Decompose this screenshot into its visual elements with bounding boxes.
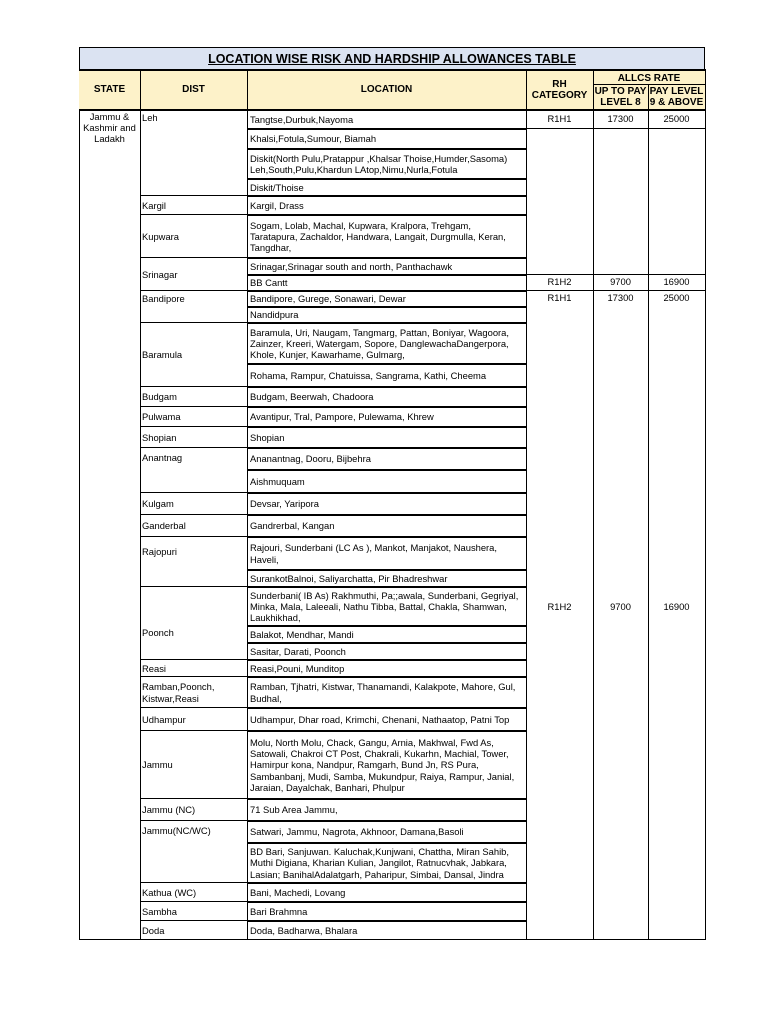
rate-level-9-above: 25000 xyxy=(663,113,690,124)
district-cell: Kathua (WC) xyxy=(142,886,197,898)
header-allcs-rate: ALLCS RATE xyxy=(617,73,681,84)
location-cell: Avantipur, Tral, Pampore, Pulewama, Khrew xyxy=(250,411,434,423)
header-level-9-above: PAY LEVEL 9 & ABOVE xyxy=(649,86,704,108)
location-cell: Srinagar,Srinagar south and north, Panthachawk xyxy=(250,260,453,272)
district-row-rule xyxy=(140,586,247,587)
rate-rule-2 xyxy=(526,274,705,275)
location-cell: Ananantnag, Dooru, Bijbehra xyxy=(250,453,371,465)
table-title: LOCATION WISE RISK AND HARDSHIP ALLOWANCES TABLE xyxy=(208,52,576,66)
location-cell: SurankotBalnoi, Saliyarchatta, Pir Bhadreshwar xyxy=(250,572,448,584)
rate-up-to-level-8: 17300 xyxy=(607,113,634,124)
location-row-rule xyxy=(247,820,526,822)
district-row-rule xyxy=(140,676,247,677)
location-cell: Diskit(North Pulu,Pratappur ,Khalsar Thoise,Humder,Sasoma) Leh,South,Pulu,Khardun LAtop,Nimu,Nurla,Fotula xyxy=(250,152,508,175)
district-cell: Poonch xyxy=(142,627,174,638)
district-row-rule xyxy=(140,659,247,660)
location-row-rule xyxy=(247,306,526,308)
rate-level-9-above: 25000 xyxy=(663,292,690,303)
location-row-rule xyxy=(247,642,526,644)
district-row-rule xyxy=(140,492,247,493)
location-row-rule xyxy=(247,707,526,709)
location-cell: Rohama, Rampur, Chatuissa, Sangrama, Kathi, Cheema xyxy=(250,369,487,381)
district-cell: Ramban,Poonch, Kistwar,Reasi xyxy=(142,681,215,704)
location-cell: Bari Brahmna xyxy=(250,905,308,917)
district-cell: Baramula xyxy=(142,349,183,361)
location-row-rule xyxy=(247,406,526,408)
district-row-rule xyxy=(140,901,247,902)
district-cell: Reasi xyxy=(142,662,166,674)
location-cell: Udhampur, Dhar road, Krimchi, Chenani, Nathaatop, Patni Top xyxy=(250,713,510,725)
district-row-rule xyxy=(140,514,247,515)
location-cell: Ramban, Tjhatri, Kistwar, Thanamandi, Kalakpote, Mahore, Gul, Budhal, xyxy=(250,681,516,704)
district-cell: Kargil xyxy=(142,199,166,211)
location-cell: Satwari, Jammu, Nagrota, Akhnoor, Damana,Basoli xyxy=(250,826,464,838)
district-cell: Jammu (NC) xyxy=(142,804,196,816)
district-cell: Udhampur xyxy=(142,713,186,725)
header-rule-bottom xyxy=(79,109,706,111)
district-row-rule xyxy=(140,386,247,387)
location-cell: Reasi,Pouni, Munditop xyxy=(250,662,345,674)
location-row-rule xyxy=(247,492,526,494)
header-rule-sub xyxy=(593,84,705,85)
location-cell: Sasitar, Darati, Poonch xyxy=(250,645,346,657)
district-cell: Budgam xyxy=(142,391,177,403)
district-cell: Jammu xyxy=(142,759,173,771)
location-cell: Bani, Machedi, Lovang xyxy=(250,886,346,898)
location-row-rule xyxy=(247,257,526,259)
location-row-rule xyxy=(247,386,526,388)
location-cell: BB Cantt xyxy=(250,277,288,289)
location-cell: Khalsi,Fotula,Sumour, Biamah xyxy=(250,133,377,145)
location-cell: Sogam, Lolab, Machal, Kupwara, Kralpora, Trehgam, Taratapura, Zachaldor, Handwara, Langait, Durgmulla, Keran, Tangdhar, xyxy=(250,219,506,254)
location-row-rule xyxy=(247,128,526,130)
district-cell: Leh xyxy=(142,112,158,123)
location-cell: Kargil, Drass xyxy=(250,199,304,211)
location-row-rule xyxy=(247,214,526,216)
district-cell: Pulwama xyxy=(142,411,181,423)
district-cell: Sambha xyxy=(142,905,177,917)
col-rule-dist xyxy=(247,70,248,940)
col-rule-location xyxy=(526,70,527,940)
location-row-rule xyxy=(247,148,526,150)
location-cell: Molu, North Molu, Chack, Gangu, Arnia, Makhwal, Fwd As, Satowali, Chakroi CT Post, Chakrali, Kukarhn, Machial, Tower, Hamirpur kona, Nandpur, Ramgarh, Bund Jn, RS Pura, Sambanbanj, Mudi, Samba, Mukundpur, Raiya, Rampur, Janial, Jaraian, Dayalchak, Banhari, Phulpur xyxy=(250,737,515,793)
location-cell: Shopian xyxy=(250,431,285,443)
location-row-rule xyxy=(247,426,526,428)
location-row-rule xyxy=(247,569,526,571)
location-row-rule xyxy=(247,514,526,516)
rate-level-9-above: 16900 xyxy=(663,276,690,287)
location-row-rule xyxy=(247,322,526,324)
district-row-rule xyxy=(140,798,247,799)
district-row-rule xyxy=(140,406,247,407)
location-cell: BD Bari, Sanjuwan. Kaluchak,Kunjwani, Chattha, Miran Sahib, Muthi Digiana, Kharian Kulian, Jangilot, Ratnucvhak, Jabkara, Lasian; BanihalAdalatgarh, Paharipur, Simbai, Dansal, Jindra xyxy=(250,846,509,880)
district-row-rule xyxy=(140,322,247,323)
header-rh-category: RH CATEGORY xyxy=(531,79,588,101)
header-location: LOCATION xyxy=(360,84,413,95)
district-cell: Kupwara xyxy=(142,230,180,242)
rh-category-value: R1H2 xyxy=(547,276,572,287)
district-row-rule xyxy=(140,426,247,427)
district-row-rule xyxy=(140,257,247,258)
location-cell: Rajouri, Sunderbani (LC As ), Mankot, Manjakot, Naushera, Haveli, xyxy=(250,542,497,565)
district-row-rule xyxy=(140,707,247,708)
district-row-rule xyxy=(140,920,247,921)
location-row-rule xyxy=(247,798,526,800)
district-cell: Shopian xyxy=(142,431,177,443)
location-cell: Diskit/Thoise xyxy=(250,181,304,193)
district-cell: Jammu(NC/WC) xyxy=(142,825,211,836)
district-cell: Ganderbal xyxy=(142,520,186,532)
location-row-rule xyxy=(247,447,526,449)
district-cell: Anantnag xyxy=(142,452,183,463)
district-row-rule xyxy=(140,214,247,215)
location-row-rule xyxy=(247,536,526,538)
location-cell: Gandrerbal, Kangan xyxy=(250,520,335,532)
rate-up-to-level-8: 17300 xyxy=(607,292,634,303)
district-row-rule xyxy=(140,882,247,883)
col-rule-state xyxy=(140,70,141,940)
rate-level-9-above: 16900 xyxy=(663,601,690,612)
location-cell: Tangtse,Durbuk,Nayoma xyxy=(250,113,354,125)
location-row-rule xyxy=(247,676,526,678)
location-row-rule xyxy=(247,730,526,732)
district-cell: Rajopuri xyxy=(142,546,177,557)
rate-rule-1 xyxy=(526,128,705,129)
district-cell: Doda xyxy=(142,924,165,936)
location-cell: Budgam, Beerwah, Chadoora xyxy=(250,391,374,403)
rate-up-to-level-8: 9700 xyxy=(610,601,631,612)
district-cell: Bandipore xyxy=(142,293,185,304)
location-row-rule xyxy=(247,469,526,471)
rh-category-value: R1H1 xyxy=(547,113,572,124)
location-cell: Nandidpura xyxy=(250,309,299,321)
header-state: STATE xyxy=(93,84,126,95)
location-cell: 71 Sub Area Jammu, xyxy=(250,804,338,816)
district-row-rule xyxy=(140,447,247,448)
district-row-rule xyxy=(140,290,247,291)
district-row-rule xyxy=(140,820,247,821)
table-title-bar xyxy=(79,47,705,70)
location-cell: Balakot, Mendhar, Mandi xyxy=(250,628,354,640)
rate-up-to-level-8: 9700 xyxy=(610,276,631,287)
rh-category-value: R1H2 xyxy=(547,601,572,612)
location-cell: Aishmuquam xyxy=(250,475,305,487)
location-row-rule xyxy=(247,290,526,292)
location-row-rule xyxy=(247,363,526,365)
location-cell: Bandipore, Gurege, Sonawari, Dewar xyxy=(250,293,406,305)
location-row-rule xyxy=(247,274,526,276)
location-row-rule xyxy=(247,659,526,661)
header-dist: DIST xyxy=(182,84,205,95)
location-row-rule xyxy=(247,901,526,903)
location-row-rule xyxy=(247,842,526,844)
rate-rule-3 xyxy=(526,290,705,291)
location-cell: Doda, Badharwa, Bhalara xyxy=(250,924,358,936)
header-rule-top xyxy=(79,70,705,71)
state-cell: Jammu & Kashmir and Ladakh xyxy=(83,111,136,145)
col-rule-rh xyxy=(593,70,594,940)
location-cell: Devsar, Yaripora xyxy=(250,498,319,510)
district-row-rule xyxy=(140,536,247,537)
district-cell: Kulgam xyxy=(142,498,174,510)
location-row-rule xyxy=(247,178,526,180)
location-row-rule xyxy=(247,882,526,884)
rh-category-value: R1H1 xyxy=(547,292,572,303)
district-cell: Srinagar xyxy=(142,268,178,280)
district-row-rule xyxy=(140,195,247,196)
location-row-rule xyxy=(247,586,526,588)
location-cell: Baramula, Uri, Naugam, Tangmarg, Pattan, Boniyar, Wagoora, Zainzer, Kreeri, Watergam, Sopore, DanglewachaDangerpora, Khole, Kunjer, Kawarhame, Gulmarg, xyxy=(250,326,509,361)
col-rule-pay xyxy=(648,84,649,940)
location-row-rule xyxy=(247,195,526,197)
district-row-rule xyxy=(140,730,247,731)
header-up-to-level-8: UP TO PAY LEVEL 8 xyxy=(594,86,647,108)
location-row-rule xyxy=(247,920,526,922)
location-cell: Sunderbani( IB As) Rakhmuthi, Pa;;awala, Sunderbani, Gegriyal, Minka, Mala, Laleeali, Nathu Tibba, Battal, Chakla, Shamwan, Laukhikhad, xyxy=(250,589,519,624)
location-row-rule xyxy=(247,625,526,627)
